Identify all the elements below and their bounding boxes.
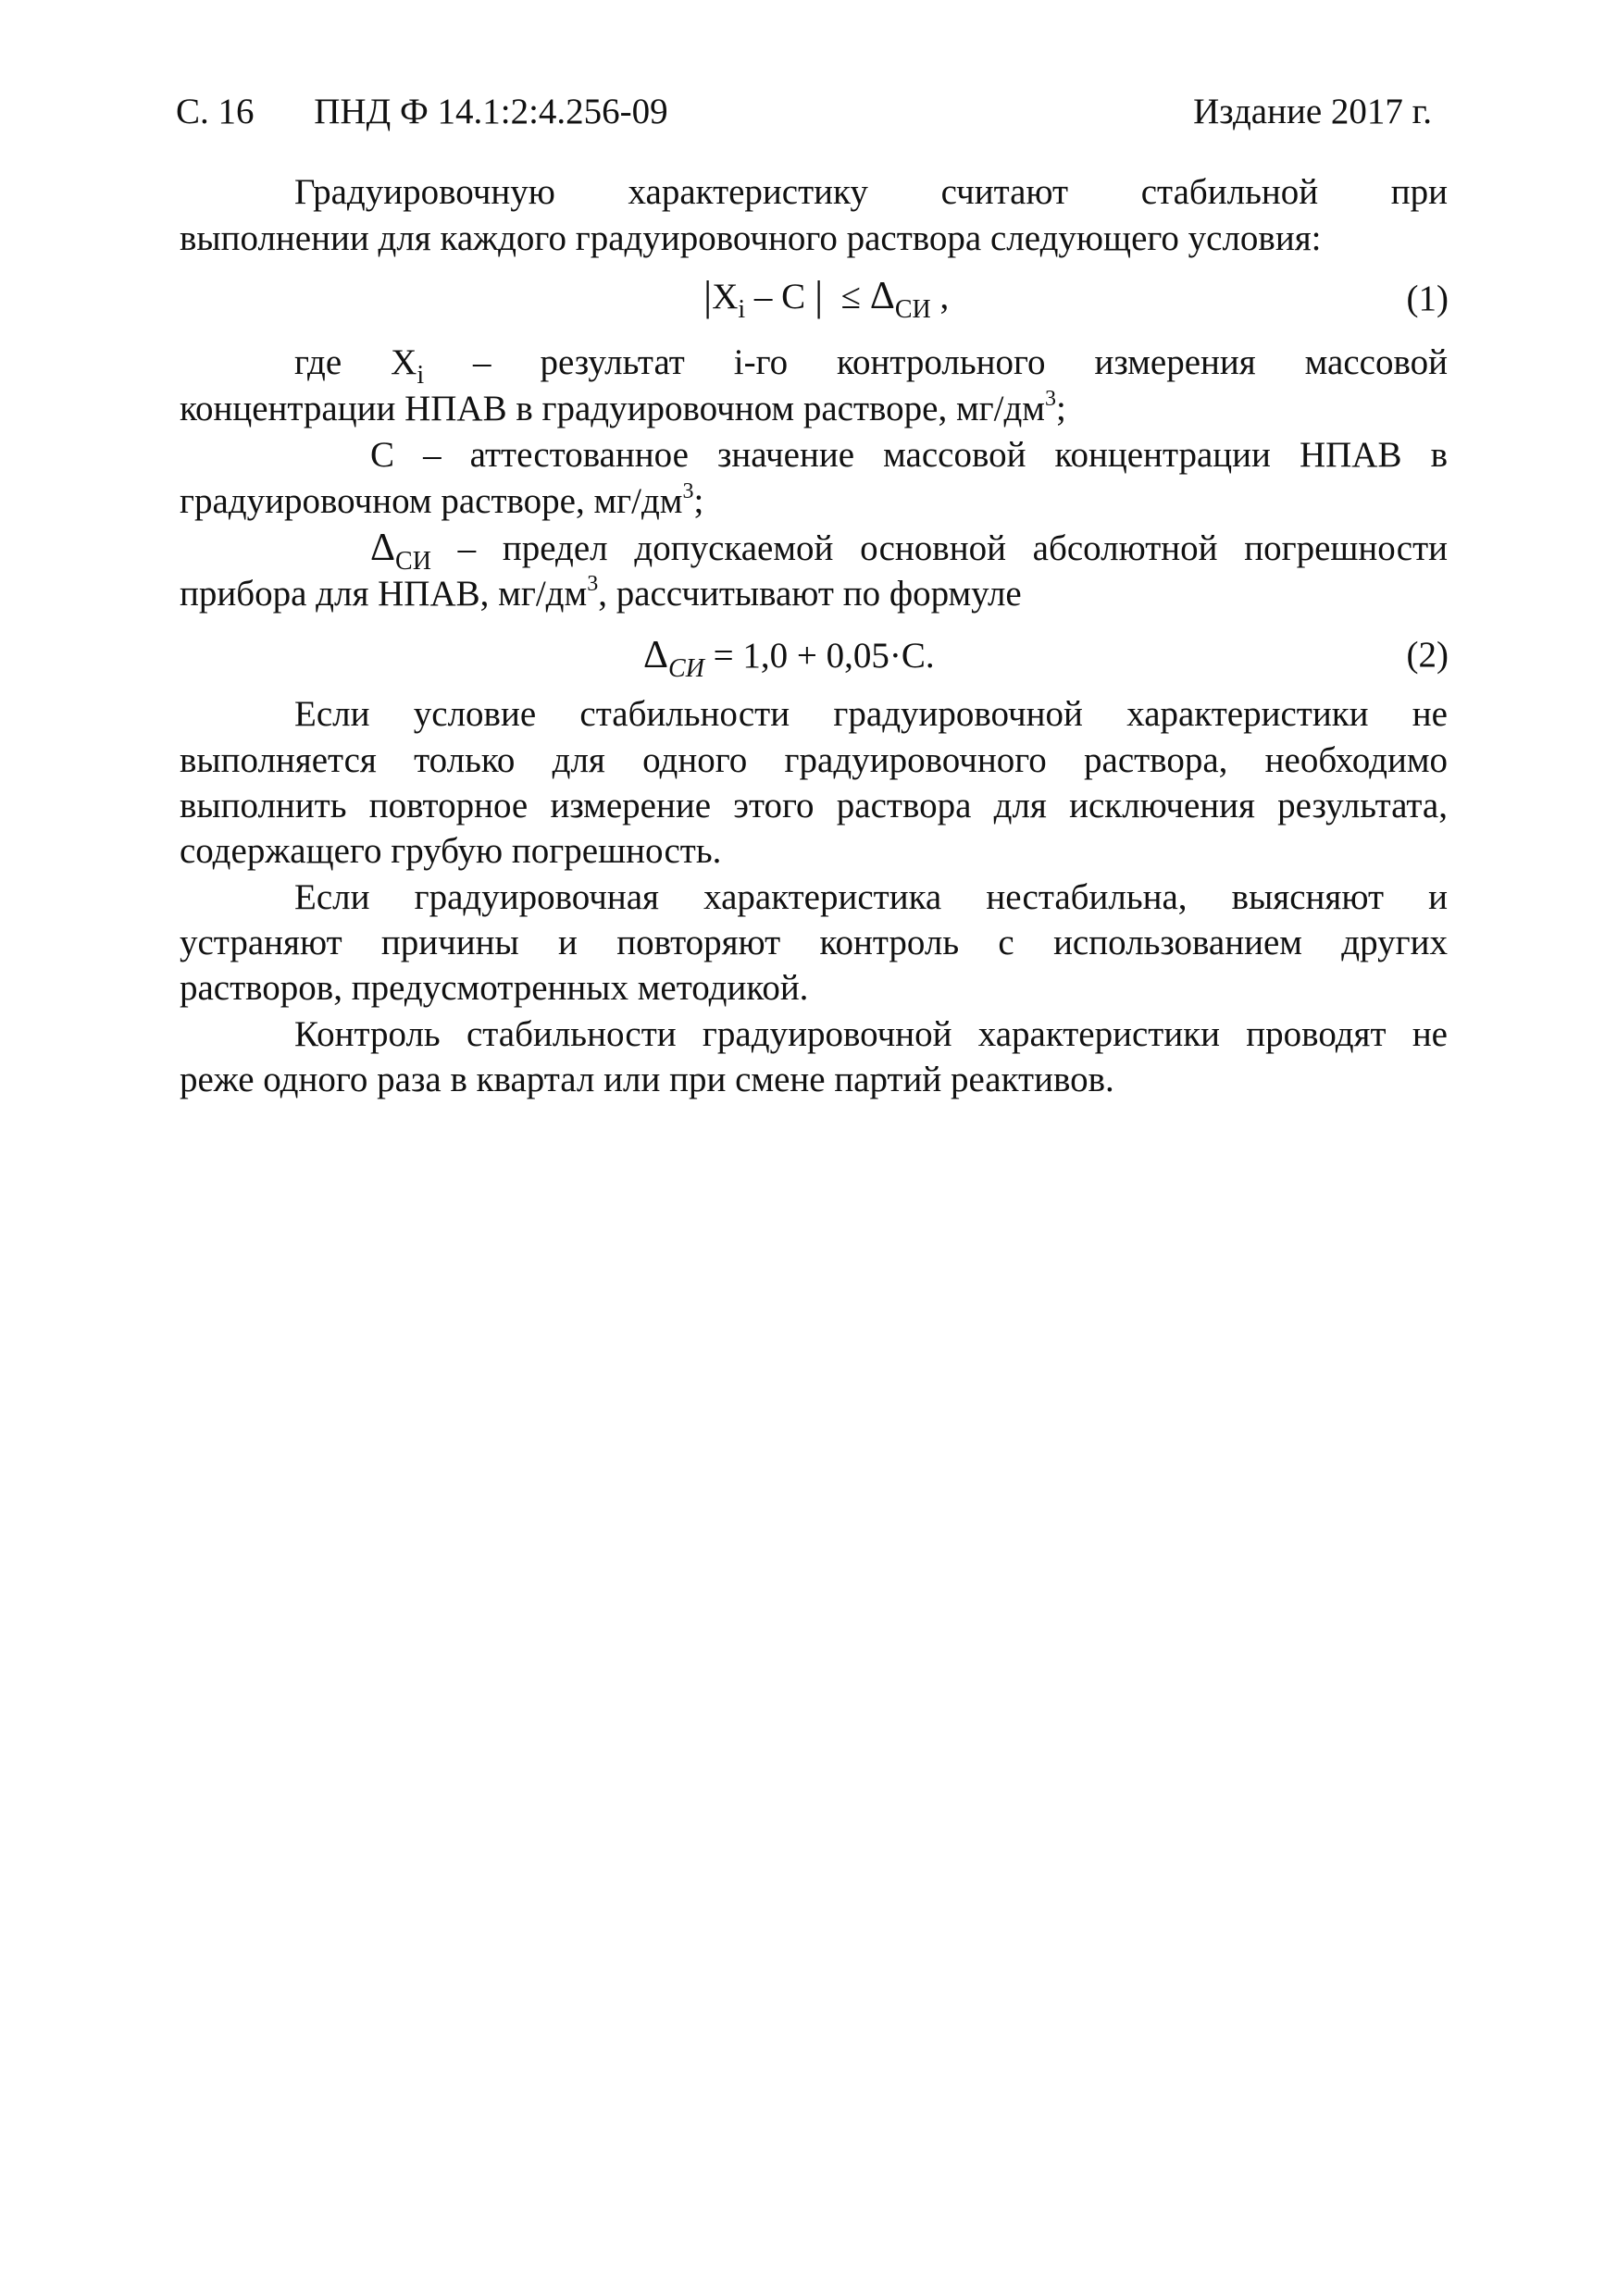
where-delta-line: $\Delta_{СИ}$ – предел допускаемой основной абсолютной погрешности [370, 527, 1448, 576]
para1-line-4: содержащего грубую погрешность. [180, 831, 722, 871]
para2-line-2: устраняют причины и повторяют контроль с использованием других [180, 923, 1448, 962]
formula-2: $\Delta_{СИ} = 1,0 + 0,05\cdot С$. [643, 634, 935, 683]
page-number: С. 16 [176, 92, 255, 131]
para2-line-1: Если градуировочная характеристика нестабильна, выясняют и [294, 877, 1448, 917]
page-header-left [176, 91, 668, 132]
where-c-line: С – аттестованное значение массовой концентрации НПАВ в [370, 435, 1448, 475]
equation-number-2: (2) [1406, 635, 1449, 675]
para1-line-2: выполняется только для одного градуировочного раствора, необходимо [180, 740, 1448, 780]
intro-line-2: выполнении для каждого градуировочного раствора следующего условия: [180, 218, 1322, 258]
equation-number-1: (1) [1406, 279, 1449, 318]
where-c-cont: градуировочном растворе, $мг/дм^3$; [180, 479, 704, 521]
where-delta-cont: прибора для НПАВ, $мг/дм^3$, рассчитывают по формуле [180, 572, 1022, 614]
where-x-cont: концентрации НПАВ в градуировочном растворе, $мг/дм^3$; [180, 387, 1066, 428]
document-code: ПНД Ф 14.1:2:4.256-09 [314, 92, 668, 131]
formula-1: $|X_i$ – C | ≤ $\Delta_{СИ}$ , [703, 272, 950, 324]
para1-line-1: Если условие стабильности градуировочной характеристики не [294, 694, 1448, 734]
para2-line-3: растворов, предусмотренных методикой. [180, 968, 809, 1008]
para3-line-1: Контроль стабильности градуировочной характеристики проводят не [294, 1014, 1448, 1054]
edition-label: Издание 2017 г. [1193, 92, 1432, 131]
intro-line-1: Градуировочную характеристику считают стабильной при [294, 172, 1448, 212]
where-x-line: где $X_i$ – результат i-го контрольного измерения массовой [294, 342, 1448, 390]
para3-line-2: реже одного раза в квартал или при смене партий реактивов. [180, 1060, 1114, 1099]
para1-line-3: выполнить повторное измерение этого раствора для исключения результата, [180, 786, 1448, 825]
